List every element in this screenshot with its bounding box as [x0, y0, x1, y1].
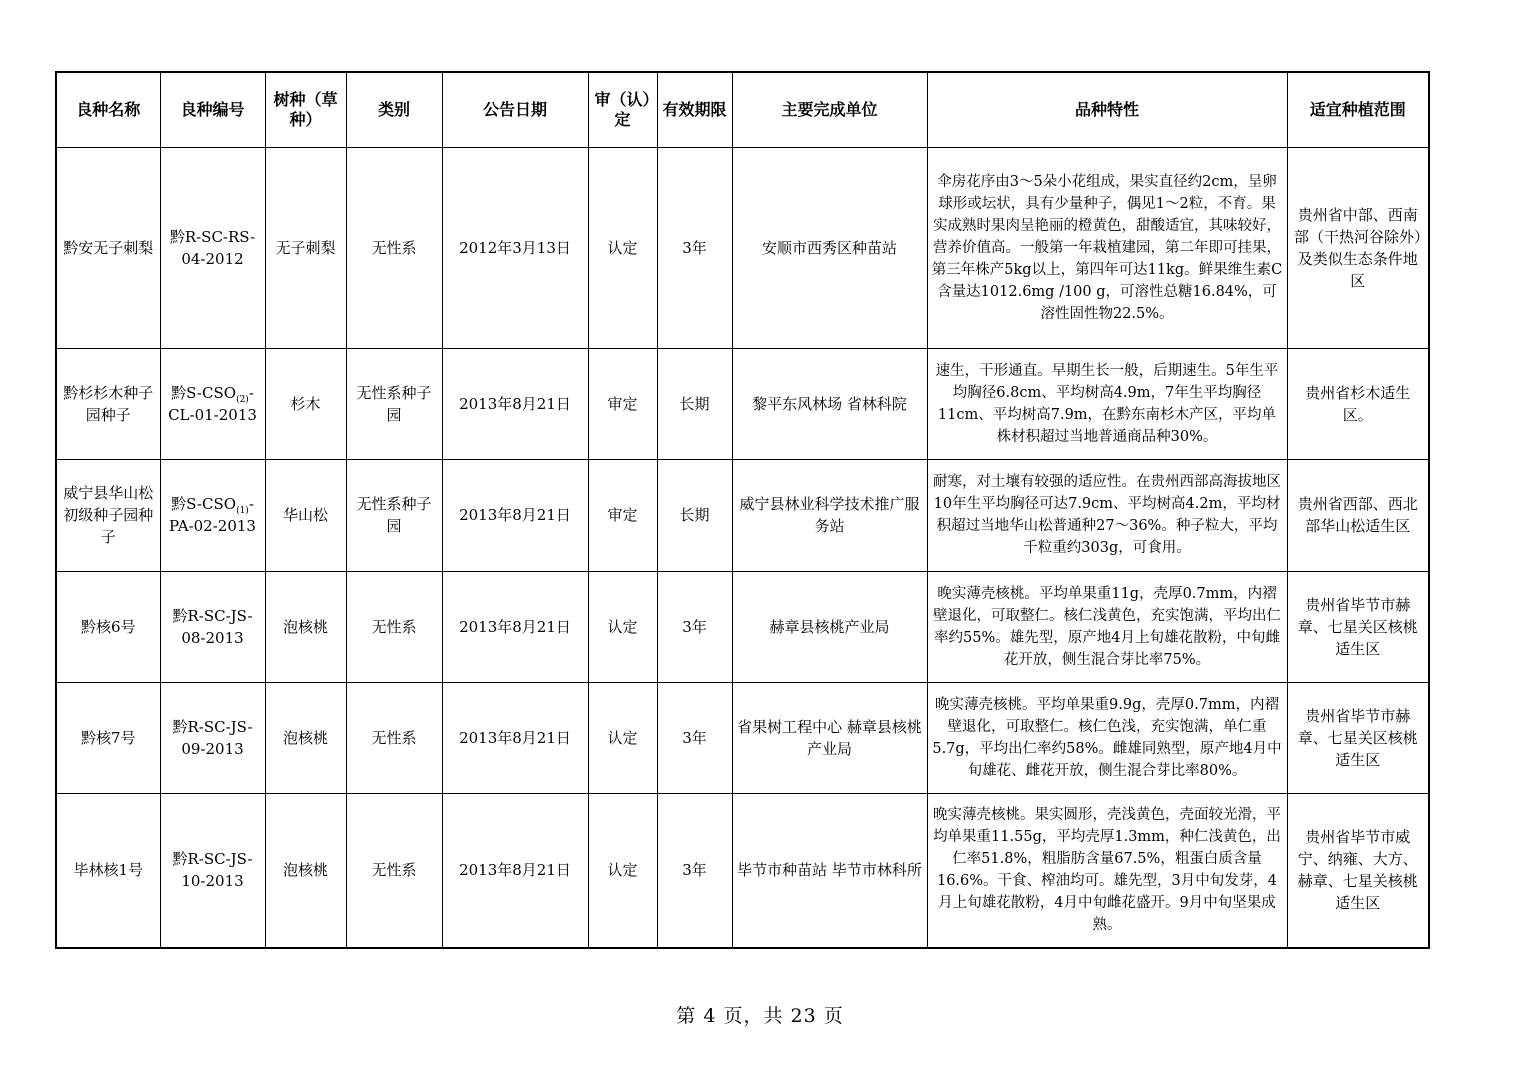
table-row: [56, 459, 1429, 571]
category: 无性系: [346, 571, 442, 682]
header-category: 类别: [346, 72, 442, 147]
main-unit: 威宁县林业科学技术推广服务站: [732, 459, 927, 571]
variety-code: 黔R-SC-JS-10-2013: [160, 793, 265, 948]
header-planting-range: 适宜种植范围: [1287, 72, 1429, 147]
traits: 晚实薄壳核桃。果实圆形，壳浅黄色，壳面较光滑，平均单果重11.55g，平均壳厚1.3mm，种仁浅黄色，出仁率51.8%，粗脂肪含量67.5%，粗蛋白质含量16.6%。干食、榨油均可。雄先型，3月中旬发芽，4月上旬雄花散粉，4月中旬雌花盛开。9月中旬坚果成熟。: [927, 793, 1287, 948]
main-unit: 毕节市种苗站 毕节市林科所: [732, 793, 927, 948]
traits: 晚实薄壳核桃。平均单果重11g，壳厚0.7mm，内褶壁退化，可取整仁。核仁浅黄色，充实饱满，平均出仁率约55%。雄先型，原产地4月上旬雄花散粉，中旬雌花开放，侧生混合芽比率75%。: [927, 571, 1287, 682]
header-announce-date: 公告日期: [442, 72, 588, 147]
announce-date: 2013年8月21日: [442, 571, 588, 682]
species: 泡核桃: [265, 793, 346, 948]
planting-range: 贵州省毕节市赫章、七星关区核桃适生区: [1287, 571, 1429, 682]
table-row: [56, 793, 1429, 948]
variety-code: 黔$S-CSO_{(2)}-CL-01-2013$: [160, 348, 265, 459]
announce-date: 2013年8月21日: [442, 793, 588, 948]
variety-name: 黔核6号: [56, 571, 160, 682]
category: 无性系种子园: [346, 459, 442, 571]
variety-name: 黔杉杉木种子园种子: [56, 348, 160, 459]
variety-name: 威宁县华山松初级种子园种子: [56, 459, 160, 571]
species: 杉木: [265, 348, 346, 459]
announce-date: 2012年3月13日: [442, 147, 588, 348]
header-variety-name: 良种名称: [56, 72, 160, 147]
approval: 认定: [588, 571, 657, 682]
traits: 晚实薄壳核桃。平均单果重9.9g，壳厚0.7mm，内褶壁退化，可取整仁。核仁色浅，充实饱满，单仁重5.7g，平均出仁率约58%。雌雄同熟型，原产地4月中旬雄花、雌花开放，侧生混合芽比率80%。: [927, 682, 1287, 793]
species: 华山松: [265, 459, 346, 571]
table-row: [56, 348, 1429, 459]
announce-date: 2013年8月21日: [442, 348, 588, 459]
traits: 耐寒，对土壤有较强的适应性。在贵州西部高海拔地区10年生平均胸径可达7.9cm、平均树高4.2m，平均材积超过当地华山松普通种27～36%。种子粒大，平均千粒重约303g，可食用。: [927, 459, 1287, 571]
variety-code: 黔R-SC-JS-08-2013: [160, 571, 265, 682]
validity: 长期: [657, 348, 732, 459]
table-row: [56, 571, 1429, 682]
validity: 3年: [657, 147, 732, 348]
planting-range: 贵州省毕节市赫章、七星关区核桃适生区: [1287, 682, 1429, 793]
species: 泡核桃: [265, 682, 346, 793]
variety-code: 黔R-SC-JS-09-2013: [160, 682, 265, 793]
approval: 认定: [588, 682, 657, 793]
announce-date: 2013年8月21日: [442, 459, 588, 571]
category: 无性系: [346, 682, 442, 793]
planting-range: 贵州省中部、西南部（干热河谷除外）及类似生态条件地区: [1287, 147, 1429, 348]
category: 无性系: [346, 147, 442, 348]
header-validity: 有效期限: [657, 72, 732, 147]
approval: 认定: [588, 793, 657, 948]
variety-code: 黔$S-CSO_{(1)}-PA-02-2013$: [160, 459, 265, 571]
category: 无性系: [346, 793, 442, 948]
species: 无子刺梨: [265, 147, 346, 348]
page-footer: 第 4 页，共 23 页: [676, 1005, 844, 1027]
validity: 长期: [657, 459, 732, 571]
header-approval: 审（认）定: [588, 72, 657, 147]
header-species: 树种（草种）: [265, 72, 346, 147]
header-variety-code: 良种编号: [160, 72, 265, 147]
validity: 3年: [657, 682, 732, 793]
main-unit: 安顺市西秀区种苗站: [732, 147, 927, 348]
variety-name: 黔安无子刺梨: [56, 147, 160, 348]
validity: 3年: [657, 571, 732, 682]
variety-name: 黔核7号: [56, 682, 160, 793]
seed-variety-table: [55, 71, 1430, 949]
variety-code: 黔R-SC-RS-04-2012: [160, 147, 265, 348]
header-main-unit: 主要完成单位: [732, 72, 927, 147]
planting-range: 贵州省西部、西北部华山松适生区: [1287, 459, 1429, 571]
approval: 认定: [588, 147, 657, 348]
table-row: [56, 682, 1429, 793]
category: 无性系种子园: [346, 348, 442, 459]
main-unit: 黎平东风林场 省林科院: [732, 348, 927, 459]
validity: 3年: [657, 793, 732, 948]
main-unit: 赫章县核桃产业局: [732, 571, 927, 682]
header-row: [56, 72, 1429, 147]
table-row: [56, 147, 1429, 348]
planting-range: 贵州省杉木适生区。: [1287, 348, 1429, 459]
variety-name: 毕林核1号: [56, 793, 160, 948]
traits: 速生，干形通直。早期生长一般，后期速生。5年生平均胸径6.8cm、平均树高4.9m，7年生平均胸径11cm、平均树高7.9m，在黔东南杉木产区，平均单株材积超过当地普通商品种30%。: [927, 348, 1287, 459]
header-traits: 品种特性: [927, 72, 1287, 147]
announce-date: 2013年8月21日: [442, 682, 588, 793]
planting-range: 贵州省毕节市威宁、纳雍、大方、赫章、七星关核桃适生区: [1287, 793, 1429, 948]
traits: 伞房花序由3～5朵小花组成，果实直径约2cm，呈卵球形或坛状，具有少量种子，偶见1～2粒，不育。果实成熟时果肉呈艳丽的橙黄色，甜酸适宜，其味较好，营养价值高。一般第一年栽植建园，第二年即可挂果，第三年株产5kg以上，第四年可达11kg。鲜果维生素C 含量达1012.6mg /100 g，可溶性总糖16.84%，可溶性固性物22.5%。: [927, 147, 1287, 348]
approval: 审定: [588, 348, 657, 459]
main-unit: 省果树工程中心 赫章县核桃产业局: [732, 682, 927, 793]
approval: 审定: [588, 459, 657, 571]
species: 泡核桃: [265, 571, 346, 682]
